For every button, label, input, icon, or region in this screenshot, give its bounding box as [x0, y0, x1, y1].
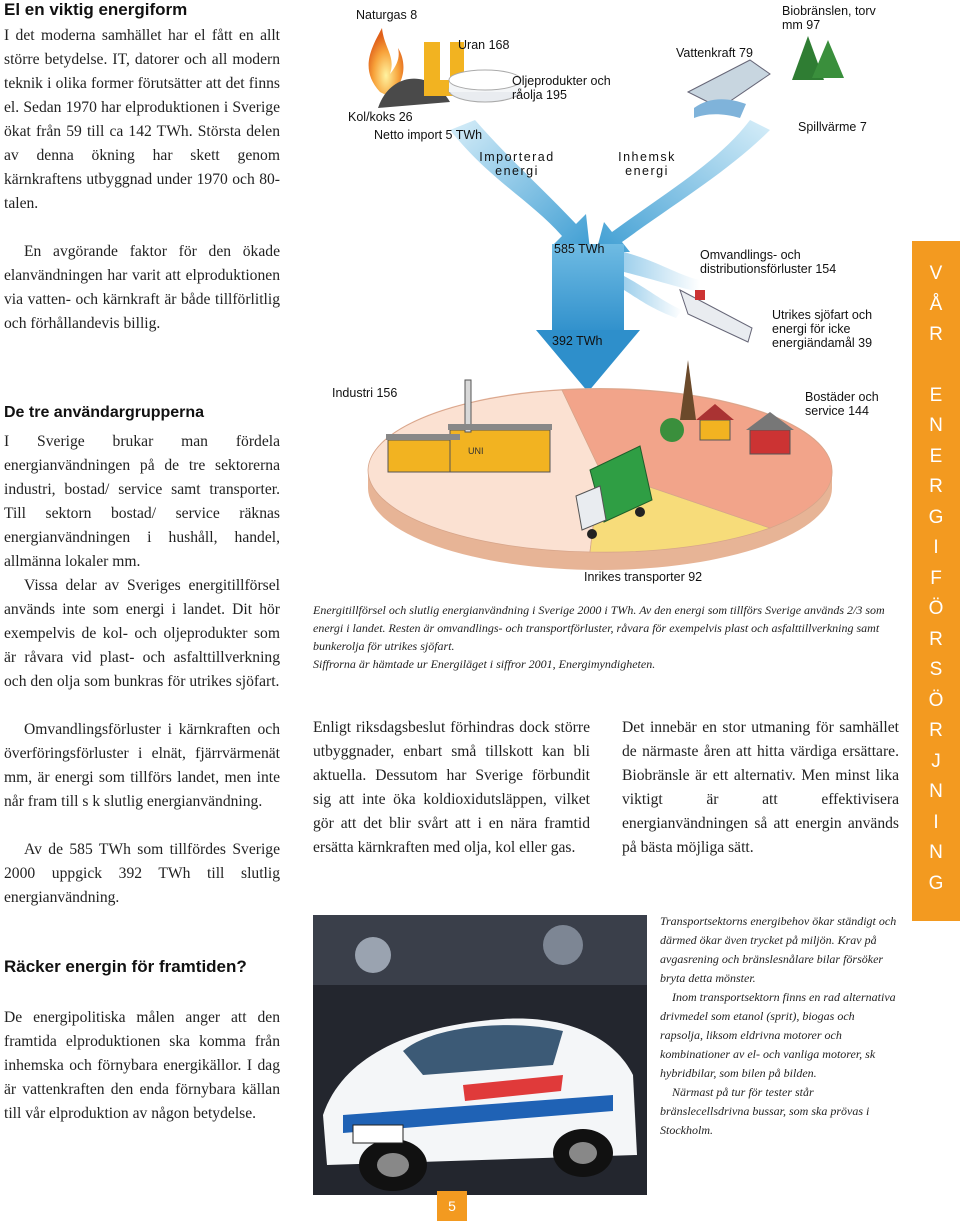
side-title-letter: G [928, 506, 944, 528]
label-final-392: 392 TWh [552, 334, 603, 348]
side-title-letter: R [929, 324, 943, 345]
hybrid-car-photo [313, 915, 647, 1195]
paragraph-icke-energi: Vissa delar av Sveriges energitillförsel används inte som energi i landet. Dit hör exempelvis de kol- och oljeprodukter som är råvara vid plast- och asfalttillverkning och den olja som bunkras för utrikes sjöfart. [4, 577, 280, 690]
paragraph-585: Av de 585 TWh som tillfördes Sverige 2000 uppgick 392 TWh till slutlig energianvändning. [4, 841, 280, 906]
side-title-letter: N [929, 842, 943, 863]
photo-caption [660, 912, 898, 1140]
side-title-letter: N [929, 781, 943, 802]
label-uran: Uran 168 [458, 38, 510, 52]
label-naturgas: Naturgas 8 [356, 8, 418, 22]
paragraph-forluster: Omvandlingsförluster i kärnkraften och överföringsförluster i elnät, fjärrvärmenät mm, är energi som tillförs landet, men inte når fram till s k slutlig energianvändning. [4, 721, 280, 810]
caption-line-1: Energitillförsel och slutlig energianvändning i Sverige 2000 i TWh. Av den energi som tillförs Sverige används 2/3 som energi i landet. Resten är omvandlings- och transportförluster, råvara för exempelvis plast och asfalttillverkning samt bunkerolja för utrikes sjöfart. [313, 603, 885, 653]
page-number: 5 [437, 1191, 467, 1221]
paragraph-sektorer: I Sverige brukar man fördela energianvändningen på de tre sektorerna industri, bostad/ service samt transporter. Till sektorn bostad/ service räknas energianvändningen i hushåll, handel, allmänna lokaler mm. [4, 433, 280, 570]
tank-label-text: UNI [468, 446, 484, 456]
label-total-585: 585 TWh [554, 242, 605, 256]
ship-icon [680, 290, 752, 342]
label-importerad: Importerad energi [479, 150, 555, 178]
side-title-letter: R [929, 476, 943, 497]
side-title-letter: I [933, 537, 939, 558]
paragraph-utmaning: Det innebär en stor utmaning för samhället de närmaste åren att hitta värdiga ersättare. Biobränsle är ett alternativ. Men minst lika viktigt är att effektivisera energianvändningen så att energin används på bästa möjliga sätt. [622, 719, 899, 856]
label-netto: Netto import 5 TWh [374, 128, 483, 142]
side-title-letter: N [929, 415, 943, 436]
side-title-letter: F [930, 567, 942, 589]
side-title-letter: I [933, 811, 939, 833]
central-flow [552, 244, 624, 336]
side-title-strip [912, 241, 960, 921]
photo-caption-p3: Närmast på tur för tester står bränslecellsdrivna bussar, som ska prövas i Stockholm. [660, 1085, 870, 1137]
heading-anvandargrupper: De tre användargrupperna [4, 404, 205, 421]
paragraph-riksdagsbeslut: Enligt riksdagsbeslut förhindras dock större utbyggnader, enbart små tillskott kan bli aktuella. Dessutom har Sverige förbundit sig att inte öka koldioxidutsläppen, vilket gör att det blir svårt att i en nära framtid ersätta kärnkraften med olja, kol eller gas. [313, 719, 590, 856]
photo-caption-p1: Transportsektorns energibehov ökar ständigt och därmed ökar även trycket på miljön. Krav på avgasrening och bränslesnålare bilar försöker bryta detta mönster. [660, 914, 897, 985]
label-omvandling: Omvandlings- och distributionsförluster 154 [700, 248, 837, 276]
label-bostader: Bostäder och service 144 [805, 390, 879, 418]
label-biobransle: Biobränslen, torv mm 97 [782, 4, 876, 32]
side-title-letter: V [929, 263, 943, 284]
photo-caption-p2: Inom transportsektorn finns en rad alternativa drivmedel som etanol (sprit), biogas och rapsolja, liksom eldrivna motorer och kombinationer av el- och vanliga motorer, sk hybridbilar, som bilen på bilden. [660, 990, 896, 1080]
side-title [912, 241, 960, 899]
label-inhemsk: Inhemsk energi [618, 150, 676, 178]
diagram-caption [313, 601, 913, 673]
side-title-letter: S [929, 659, 943, 680]
side-title-letter: E [929, 445, 943, 467]
car-image [313, 915, 647, 1195]
paragraph-el-intro: I det moderna samhället har el fått en allt större betydelse. IT, datorer och all modern teknik i olika former förutsätter att det finns el. Sedan 1970 har elproduktionen i Sverige ökat från 59 till ca 142 TWh. Största delen av denna ökning har skett genom kärnkraftens utbyggnad under 1970 och 80-talen. [4, 27, 280, 212]
side-title-letter: G [928, 872, 944, 894]
label-transporter: Inrikes transporter 92 [584, 570, 703, 584]
label-olje: Oljeprodukter och råolja 195 [512, 74, 611, 102]
label-vattenkraft: Vattenkraft 79 [676, 46, 753, 60]
energy-flow-diagram [300, 0, 920, 600]
side-title-letter: J [931, 750, 941, 772]
side-title-letter: Å [929, 293, 943, 315]
heading-el-viktig: El en viktig energiform [4, 0, 188, 19]
label-utrikes: Utrikes sjöfart och energi för icke energiändamål 39 [772, 308, 873, 350]
side-title-letter: Ö [928, 689, 944, 711]
side-title-letter: Ö [928, 598, 944, 619]
paragraph-mal: De energipolitiska målen anger att den framtida elproduktionen ska komma från inhemska och förnybara energikällor. I dag är vattenkraften den enda förnybara källan till vår elproduktion av någon betydelse. [4, 1009, 280, 1122]
side-title-letter: R [929, 720, 943, 741]
side-title-letter: E [929, 384, 943, 406]
side-title-letter: R [929, 628, 943, 650]
label-spillvarme: Spillvärme 7 [798, 120, 867, 134]
domestic-flow [596, 120, 770, 252]
heading-racker-energin: Räcker energin för framtiden? [4, 957, 247, 976]
caption-line-2: Siffrorna är hämtade ur Energiläget i siffror 2001, Energimyndigheten. [313, 657, 656, 671]
paragraph-el-faktor: En avgörande faktor för den ökade elanvändningen har varit att elproduktionen via vatten- och kärnkraft är både tillförlitlig och förhållandevis billig. [4, 243, 280, 332]
label-kol: Kol/koks 26 [348, 110, 413, 124]
label-industri: Industri 156 [332, 386, 398, 400]
